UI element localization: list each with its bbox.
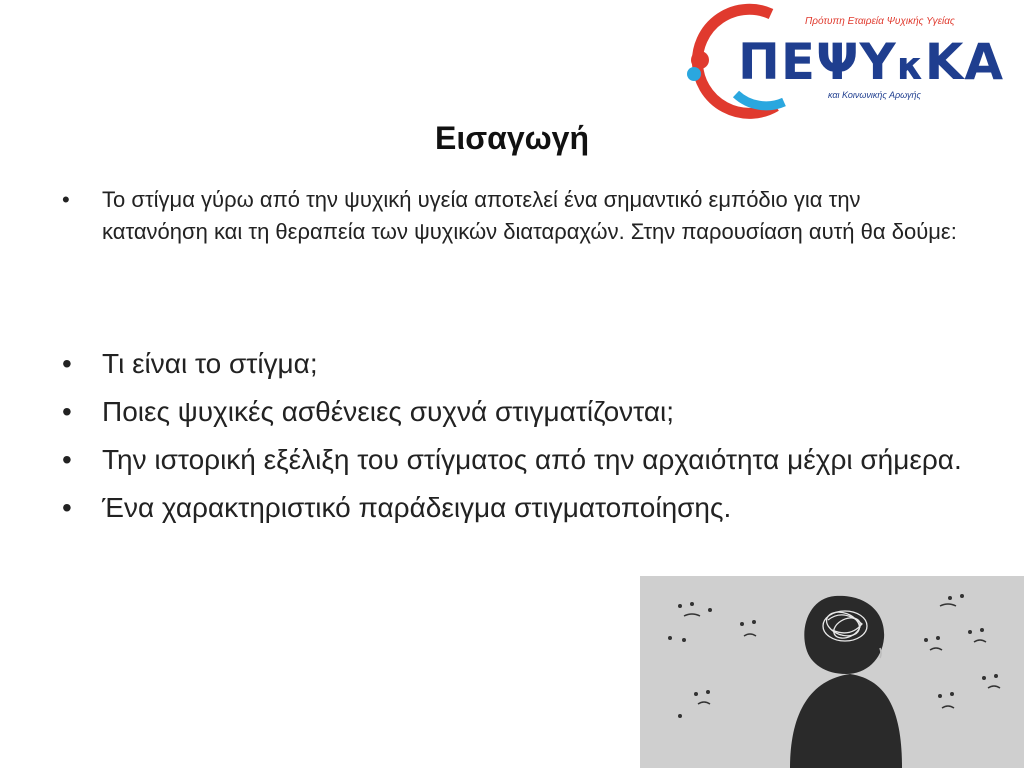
- list-bullet: •: [62, 444, 72, 475]
- intro-paragraph: [62, 184, 962, 248]
- list-bullet: •: [62, 492, 72, 523]
- logo-wordmark: [738, 32, 1004, 96]
- list-item-text: Ποιες ψυχικές ασθένειες συχνά στιγματίζονται;: [102, 396, 675, 427]
- organization-logo: [676, 2, 1005, 120]
- stigma-illustration: [640, 576, 1024, 768]
- list-bullet: •: [62, 348, 72, 379]
- list-item: [62, 344, 982, 384]
- logo-word-end: ΚΑ: [924, 33, 1005, 91]
- sad-person-silhouette-icon: [640, 576, 1024, 768]
- list-item: [62, 440, 982, 480]
- logo-tagline-top: Πρότυπη Εταιρεία Ψυχικής Υγείας: [805, 16, 955, 27]
- logo-word-main: ΠΕΨΥ: [738, 33, 897, 91]
- intro-bullet: •: [62, 187, 70, 212]
- list-item: [62, 488, 982, 528]
- slide-title: Εισαγωγή: [435, 120, 589, 156]
- list-item-text: Τι είναι το στίγμα;: [102, 348, 318, 379]
- intro-text: Το στίγμα γύρω από την ψυχική υγεία αποτελεί ένα σημαντικό εμπόδιο για την κατανόηση και τη θεραπεία των ψυχικών διαταραχών. Στην παρουσίαση αυτή θα δούμε:: [102, 187, 957, 244]
- topic-list: [62, 344, 982, 536]
- list-item-text: Την ιστορική εξέλιξη του στίγματος από την αρχαιότητα μέχρι σήμερα.: [102, 444, 962, 475]
- list-item-text: Ένα χαρακτηριστικό παράδειγμα στιγματοποίησης.: [102, 492, 732, 523]
- logo-word-small: κ: [896, 44, 925, 88]
- logo-tagline-bottom: και Κοινωνικής Αρωγής: [828, 90, 921, 100]
- list-item: [62, 392, 982, 432]
- list-bullet: •: [62, 396, 72, 427]
